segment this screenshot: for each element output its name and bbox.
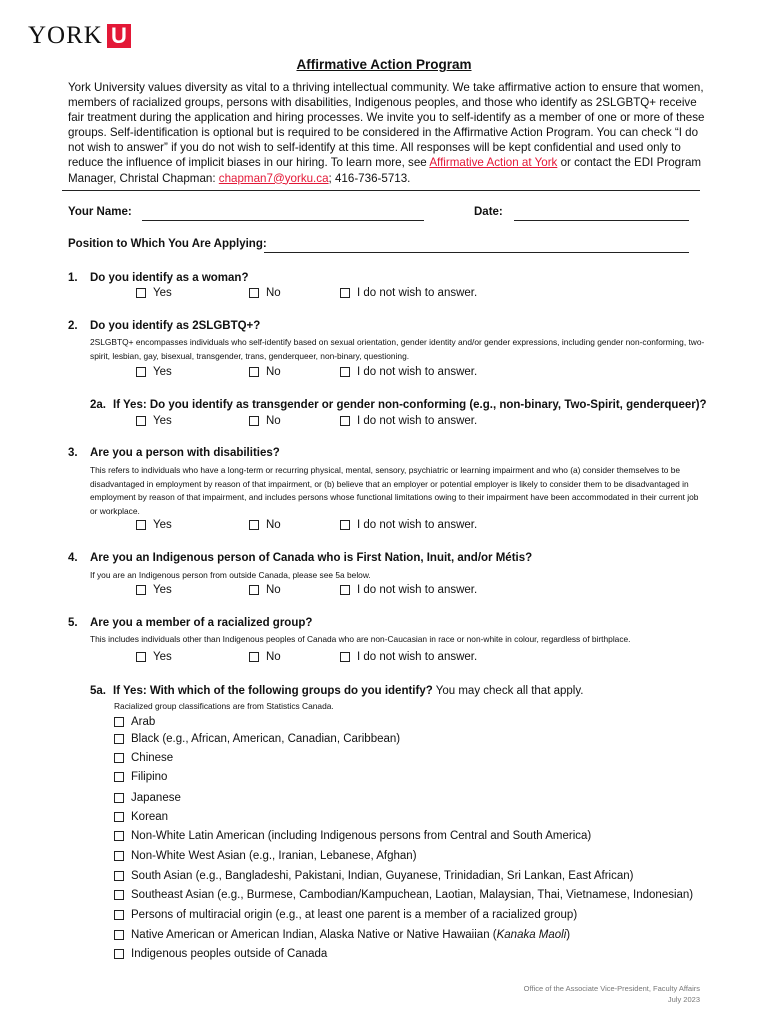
q3-text: Are you a person with disabilities?	[90, 447, 280, 459]
q2-text: Do you identify as 2SLGBTQ+?	[90, 320, 261, 332]
q5-text: Are you a member of a racialized group?	[90, 617, 313, 629]
position-label: Position to Which You Are Applying:	[68, 238, 267, 250]
checkbox-icon	[136, 652, 146, 662]
group-south-asian-checkbox[interactable]: South Asian (e.g., Bangladeshi, Pakistani, Indian, Guyanese, Trinidadian, Sri Lankan, East African)	[114, 870, 633, 882]
group-filipino-checkbox[interactable]: Filipino	[114, 771, 167, 783]
q5-number: 5.	[68, 617, 78, 629]
q5-yes-checkbox[interactable]: Yes	[136, 651, 172, 663]
q3-no-checkbox[interactable]: No	[249, 519, 281, 531]
checkbox-icon	[114, 812, 124, 822]
page-title: Affirmative Action Program	[296, 57, 472, 72]
q2-yes-checkbox[interactable]: Yes	[136, 366, 172, 378]
q2a-no-checkbox[interactable]: No	[249, 415, 281, 427]
checkbox-icon	[136, 585, 146, 595]
section-divider	[62, 190, 700, 191]
q2-decline-checkbox[interactable]: I do not wish to answer.	[340, 366, 477, 378]
group-arab-checkbox[interactable]: Arab	[114, 716, 155, 728]
q1-decline-checkbox[interactable]: I do not wish to answer.	[340, 287, 477, 299]
checkbox-icon	[114, 831, 124, 841]
q2a-yes-checkbox[interactable]: Yes	[136, 415, 172, 427]
checkbox-icon	[114, 772, 124, 782]
checkbox-icon	[114, 753, 124, 763]
q1-yes-checkbox[interactable]: Yes	[136, 287, 172, 299]
checkbox-icon	[249, 585, 259, 595]
intro-paragraph: York University values diversity as vital to a thriving intellectual community. We take affirmative action to ensure that women, members of racialized groups, persons with disabilities, Indigenous peoples, and those who identify as 2SLGBTQ+ receive fair treatment during the application and hiring processes. We invite you to self-identify as a member of one or more of these groups. Self-identification is optional but is required to be considered in the Affirmative Action Program. You can check “I do not wish to answer” if you do not wish to self-identify at this time. All responses will be kept confidential and used only to reduce the influence of implicit biases in our hiring. To learn more, see Affirmative Action at York or contact the EDI Program Manager, Christal Chapman: chapman7@yorku.ca; 416-736-5713.	[68, 81, 705, 185]
q4-decline-checkbox[interactable]: I do not wish to answer.	[340, 584, 477, 596]
q4-no-checkbox[interactable]: No	[249, 584, 281, 596]
q2a-decline-checkbox[interactable]: I do not wish to answer.	[340, 415, 477, 427]
checkbox-icon	[340, 416, 350, 426]
name-label: Your Name:	[68, 206, 132, 218]
q3-decline-checkbox[interactable]: I do not wish to answer.	[340, 519, 477, 531]
checkbox-icon	[114, 851, 124, 861]
checkbox-icon	[114, 871, 124, 881]
group-west-asian-checkbox[interactable]: Non-White West Asian (e.g., Iranian, Lebanese, Afghan)	[114, 850, 417, 862]
checkbox-icon	[114, 890, 124, 900]
checkbox-icon	[340, 652, 350, 662]
group-japanese-checkbox[interactable]: Japanese	[114, 792, 181, 804]
checkbox-icon	[249, 652, 259, 662]
york-logo-u-icon: U	[107, 24, 131, 48]
q1-text: Do you identify as a woman?	[90, 272, 249, 284]
date-field[interactable]	[514, 220, 689, 221]
checkbox-icon	[114, 793, 124, 803]
q2-note: 2SLGBTQ+ encompasses individuals who self-identify based on sexual orientation, gender identity and/or gender expressions, including gender non-conforming, two-spirit, lesbian, gay, bisexual, transgender, trans, genderqueer, non-binary, questioning.	[90, 337, 705, 361]
q5-no-checkbox[interactable]: No	[249, 651, 281, 663]
q4-note: If you are an Indigenous person from outside Canada, please see 5a below.	[90, 570, 371, 580]
checkbox-icon	[249, 520, 259, 530]
group-korean-checkbox[interactable]: Korean	[114, 811, 168, 823]
checkbox-icon	[136, 416, 146, 426]
group-latin-american-checkbox[interactable]: Non-White Latin American (including Indigenous persons from Central and South America)	[114, 830, 591, 842]
york-logo-text: YORK	[28, 22, 103, 49]
checkbox-icon	[249, 288, 259, 298]
group-southeast-asian-checkbox[interactable]: Southeast Asian (e.g., Burmese, Cambodian/Kampuchean, Laotian, Malaysian, Thai, Vietnamese, Indonesian)	[114, 889, 693, 901]
checkbox-icon	[136, 288, 146, 298]
checkbox-icon	[114, 734, 124, 744]
q2a-text: If Yes: Do you identify as transgender or gender non-conforming (e.g., non-binary, Two-Spirit, genderqueer)?	[113, 399, 707, 411]
q5a-note: Racialized group classifications are from Statistics Canada.	[114, 701, 334, 711]
footer-office: Office of the Associate Vice-President, Faculty Affairs	[523, 984, 700, 993]
checkbox-icon	[114, 717, 124, 727]
footer-date: July 2023	[667, 995, 700, 1004]
checkbox-icon	[340, 585, 350, 595]
q4-text: Are you an Indigenous person of Canada who is First Nation, Inuit, and/or Métis?	[90, 552, 533, 564]
date-label: Date:	[474, 206, 503, 218]
checkbox-icon	[136, 367, 146, 377]
checkbox-icon	[136, 520, 146, 530]
q5-note: This includes individuals other than Indigenous peoples of Canada who are non-Caucasian in race or non-white in colour, regardless of birthplace.	[90, 634, 631, 644]
q1-no-checkbox[interactable]: No	[249, 287, 281, 299]
checkbox-icon	[340, 520, 350, 530]
group-indigenous-outside-canada-checkbox[interactable]: Indigenous peoples outside of Canada	[114, 948, 327, 960]
q2a-number: 2a.	[90, 399, 106, 411]
checkbox-icon	[249, 416, 259, 426]
group-native-american-checkbox[interactable]: Native American or American Indian, Alaska Native or Native Hawaiian ( Kanaka Maoli )	[114, 929, 570, 941]
q4-number: 4.	[68, 552, 78, 564]
q5-decline-checkbox[interactable]: I do not wish to answer.	[340, 651, 477, 663]
q3-note: This refers to individuals who have a long-term or recurring physical, mental, sensory, psychiatric or learning impairment and who (a) consider themselves to be disadvantaged in employment by reason of that impairment, or (b) believe that an employer or potential employer is likely to consider them to be disadvantaged in employment by reason of that impairment, and includes persons whose functional limitations owing to their impairment have been accommodated in their current job or workplace.	[90, 465, 699, 516]
affirmative-action-link[interactable]: Affirmative Action at York	[429, 156, 558, 170]
q2-number: 2.	[68, 320, 78, 332]
q3-yes-checkbox[interactable]: Yes	[136, 519, 172, 531]
checkbox-icon	[340, 367, 350, 377]
footer	[524, 983, 700, 1005]
email-link[interactable]: chapman7@yorku.ca	[218, 171, 329, 185]
checkbox-icon	[114, 930, 124, 940]
group-chinese-checkbox[interactable]: Chinese	[114, 752, 173, 764]
checkbox-icon	[114, 949, 124, 959]
checkbox-icon	[249, 367, 259, 377]
group-black-checkbox[interactable]: Black (e.g., African, American, Canadian, Caribbean)	[114, 733, 400, 745]
q2-no-checkbox[interactable]: No	[249, 366, 281, 378]
group-multiracial-checkbox[interactable]: Persons of multiracial origin (e.g., at least one parent is a member of a racialized group)	[114, 909, 577, 921]
q5a-number: 5a.	[90, 685, 106, 697]
position-field[interactable]	[264, 252, 689, 253]
name-field[interactable]	[142, 220, 424, 221]
q3-number: 3.	[68, 447, 78, 459]
checkbox-icon	[114, 910, 124, 920]
q1-number: 1.	[68, 272, 78, 284]
q4-yes-checkbox[interactable]: Yes	[136, 584, 172, 596]
q5a-text: If Yes: With which of the following groups do you identify? You may check all that apply.	[113, 685, 584, 697]
checkbox-icon	[340, 288, 350, 298]
